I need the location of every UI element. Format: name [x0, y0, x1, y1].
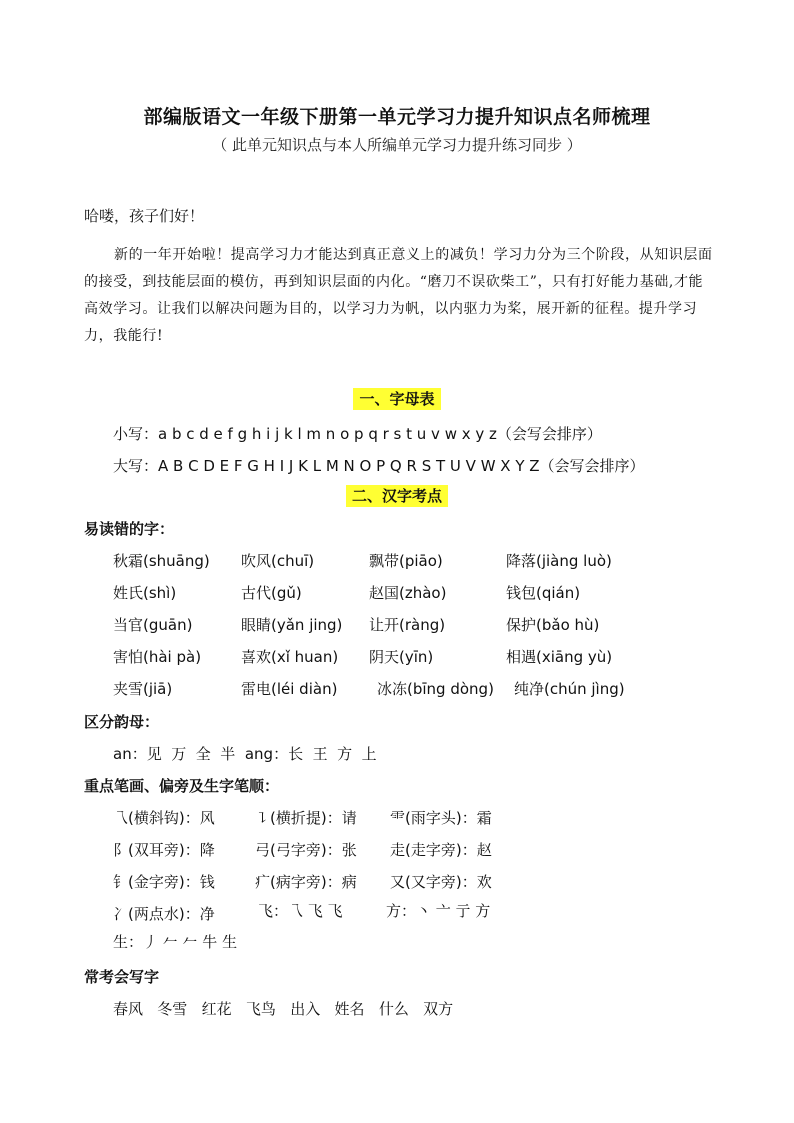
easy-word: 雷电(léi diàn): [241, 680, 338, 698]
write-words: 春风 冬雪 红花 飞鸟 出入 姓名 什么 双方: [113, 1000, 454, 1018]
rhyme-line: an：见 万 全 半 ang：长 王 方 上: [113, 745, 377, 763]
easy-word: 古代(gǔ): [241, 584, 302, 602]
easy-word: 冰冻(bīng dòng): [377, 680, 494, 698]
easy-word: 降落(jiàng luò): [506, 552, 612, 570]
write-label: 常考会写字: [84, 968, 160, 986]
section2-heading: 二、汉字考点: [346, 485, 448, 507]
easy-word: 害怕(hài pà): [113, 648, 202, 666]
stroke-item: 方：丶 亠 亍 方: [386, 902, 491, 920]
stroke-item: ⻗(雨字头)：霜: [390, 809, 492, 827]
easy-word: 喜欢(xǐ huan): [241, 648, 339, 666]
easy-word: 吹风(chuī): [241, 552, 315, 570]
alphabet-upper: 大写：A B C D E F G H I J K L M N O P Q R S T U V W X Y Z（会写会排序）: [113, 457, 645, 475]
easy-word: 纯净(chún jìng): [514, 680, 625, 698]
easy-label: 易读错的字：: [84, 520, 175, 538]
section1-heading-wrap: [0, 388, 794, 409]
rhyme-label: 区分韵母：: [84, 713, 160, 731]
stroke-item: 走(走字旁)：赵: [390, 841, 492, 859]
easy-word: 夹雪(jiā): [113, 680, 173, 698]
stroke-item: 冫(两点水)：净: [113, 905, 215, 923]
easy-word: 秋霜(shuāng): [113, 552, 210, 570]
sheng-stroke-order: 生：丿 𠂉 𠂉 牛 生: [113, 933, 238, 951]
intro-paragraph: [84, 242, 714, 350]
easy-word: 相遇(xiāng yù): [506, 648, 613, 666]
easy-word: 赵国(zhào): [369, 584, 447, 602]
easy-word: 让开(ràng): [369, 616, 446, 634]
section1-heading: 一、字母表: [353, 388, 440, 410]
easy-word: 阴天(yīn): [369, 648, 434, 666]
stroke-item: 又(又字旁)：欢: [390, 873, 492, 891]
easy-word: 当官(guān): [113, 616, 193, 634]
greeting: 哈喽，孩子们好！: [84, 207, 205, 225]
stroke-item: 弓(弓字旁)：张: [255, 841, 357, 859]
stroke-label: 重点笔画、偏旁及生字笔顺：: [84, 777, 280, 795]
easy-word: 姓氏(shì): [113, 584, 177, 602]
stroke-item: 钅(金字旁)：钱: [113, 873, 215, 891]
easy-word: 飘带(piāo): [369, 552, 443, 570]
document-subtitle: （ 此单元知识点与本人所编单元学习力提升练习同步 ）: [212, 136, 582, 154]
easy-word: 钱包(qián): [506, 584, 581, 602]
document-title: 部编版语文一年级下册第一单元学习力提升知识点名师梳理: [143, 106, 651, 128]
stroke-item: 飞：乁 飞 飞: [258, 902, 343, 920]
stroke-item: ㇊(横折提)：请: [255, 809, 357, 827]
alphabet-lower: 小写：a b c d e f g h i j k l m n o p q r s t u v w x y z（会写会排序）: [113, 425, 602, 443]
stroke-item: 疒(病字旁)：病: [255, 873, 357, 891]
easy-word: 保护(bǎo hù): [506, 616, 600, 634]
easy-word: 眼睛(yǎn jing): [241, 616, 343, 634]
stroke-item: 乁(横斜钩)：风: [113, 809, 215, 827]
section2-heading-wrap: [0, 485, 794, 506]
intro-text: 新的一年开始啦！提高学习力才能达到真正意义上的减负！学习力分为三个阶段，从知识层面的接受，到技能层面的模仿，再到知识层面的内化。“磨刀不误砍柴工”，只有打好能力基础,才能高效学习。让我们以解决问题为目的，以学习力为帆，以内驱力为桨，展开新的征程。提升学习力，我能行!: [84, 247, 713, 344]
stroke-item: 阝(双耳旁)：降: [113, 841, 215, 859]
